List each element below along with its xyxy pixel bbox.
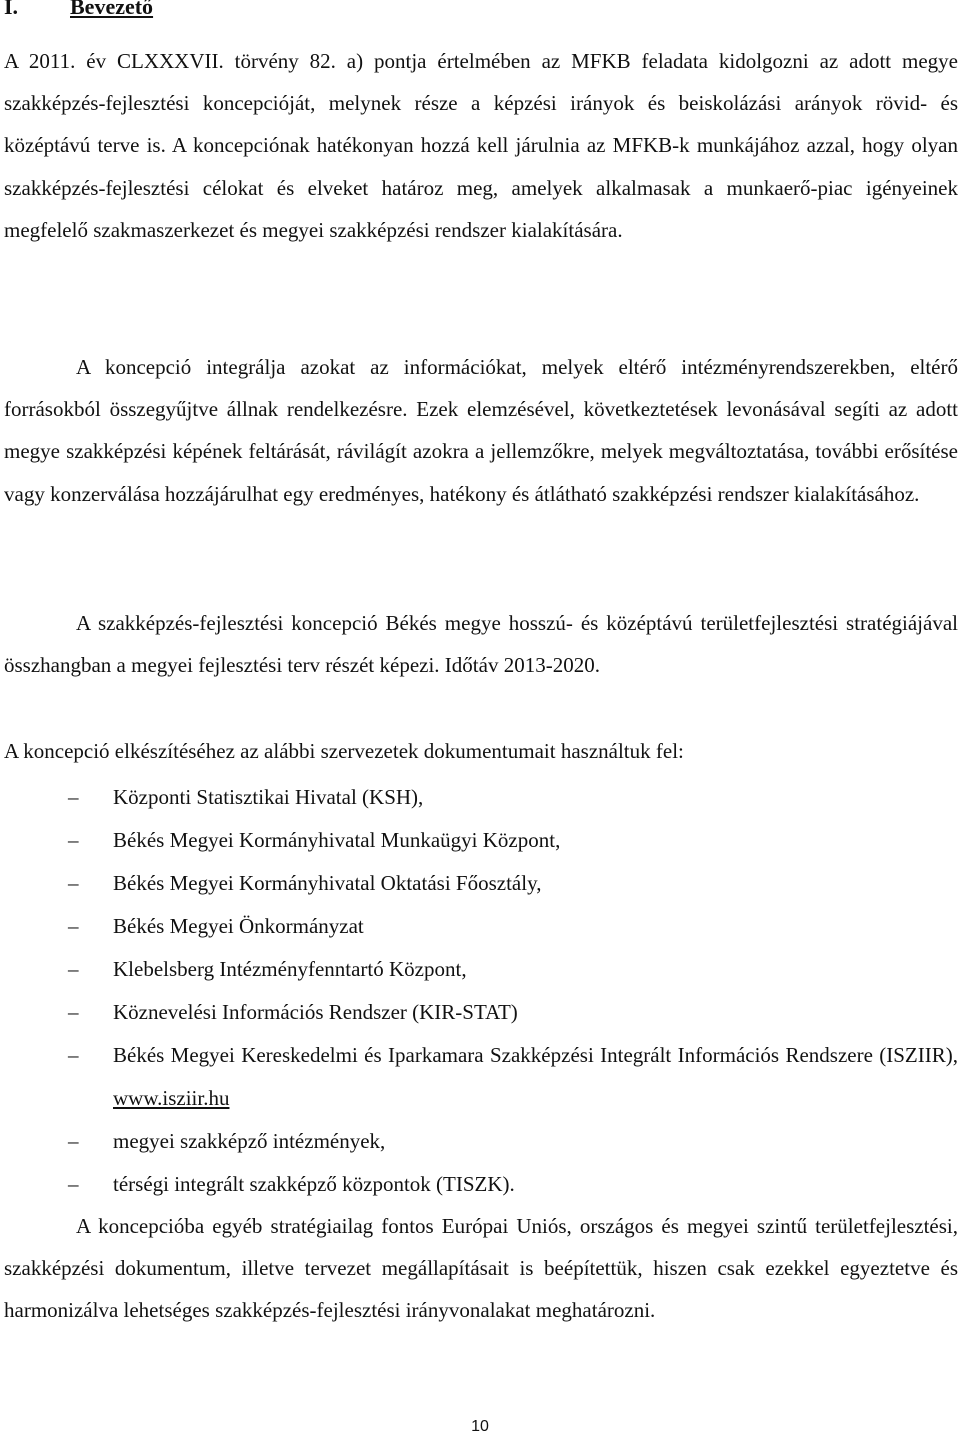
list-item: – megyei szakképző intézmények,	[0, 1120, 960, 1163]
list-item: – térségi integrált szakképző központok (TISZK).	[0, 1163, 960, 1206]
timeframe-paragraph: A szakképzés-fejlesztési koncepció Békés megye hosszú- és középtávú területfejlesztési stratégiájával összhangban a megyei fejlesztési terv részét képezi. Időtáv 2013-2020.	[4, 611, 958, 678]
list-item: – Békés Megyei Kereskedelmi és Iparkamara Szakképzési Integrált Információs Rendszere (ISZIIR), www.isziir.hu	[0, 1034, 960, 1120]
list-dash: –	[68, 1172, 79, 1196]
source-list	[0, 776, 960, 1206]
integration-paragraph: A koncepció integrálja azokat az információkat, melyek eltérő intézményrendszerekben, eltérő forrásokból összegyűjtve állnak rendelkezésre. Ezek elemzésével, következtetések levonásával segíti az adott megye szakképzési képének feltárását, rávilágít azokra a jellemzőkre, melyek megváltoztatása, további erősítése vagy konzerválása hozzájárulhat egy eredményes, hatékony és átlátható szakképzési rendszer kialakításához.	[4, 355, 958, 506]
list-item: – Békés Megyei Kormányhivatal Munkaügyi Központ,	[0, 819, 960, 862]
isziir-link[interactable]: www.isziir.hu	[113, 1086, 230, 1110]
list-dash: –	[68, 871, 79, 895]
list-dash: –	[68, 1129, 79, 1153]
sources-intro-paragraph: A koncepció elkészítéséhez az alábbi szervezetek dokumentumait használtuk fel:	[4, 739, 684, 763]
section-title: Bevezető	[70, 0, 154, 19]
page-number: 10	[471, 1418, 489, 1435]
list-dash: –	[68, 785, 79, 809]
list-item: – Köznevelési Információs Rendszer (KIR-STAT)	[0, 991, 960, 1034]
list-dash: –	[68, 1043, 79, 1067]
intro-paragraph: A 2011. év CLXXXVII. törvény 82. a) pontja értelmében az MFKB feladata kidolgozni az adott megye szakképzés-fejlesztési koncepcióját, melynek része a képzési irányok és beiskolázási arányok rövid- és középtávú terve is. A koncepciónak hatékonyan hozzá kell járulnia az MFKB-k munkájához azzal, hogy olyan szakképzés-fejlesztési célokat és elveket határoz meg, amelyek alkalmasak a munkaerő-piac igényeinek megfelelő szakmaszerkezet és megyei szakképzési rendszer kialakítására.	[4, 49, 958, 242]
list-item: – Békés Megyei Önkormányzat	[0, 905, 960, 948]
list-dash: –	[68, 914, 79, 938]
list-dash: –	[68, 1000, 79, 1024]
list-dash: –	[68, 828, 79, 852]
list-item: – Klebelsberg Intézményfenntartó Központ,	[0, 948, 960, 991]
list-item: – Központi Statisztikai Hivatal (KSH),	[0, 776, 960, 819]
section-heading	[4, 0, 153, 22]
list-dash: –	[68, 957, 79, 981]
section-number: I.	[4, 0, 19, 19]
list-item: – Békés Megyei Kormányhivatal Oktatási Főosztály,	[0, 862, 960, 905]
closing-paragraph: A koncepcióba egyéb stratégiailag fontos Európai Uniós, országos és megyei szintű területfejlesztési, szakképzési dokumentum, illetve tervezet megállapításait is beépítettük, hiszen csak ezekkel egyeztetve és harmonizálva lehetséges szakképzés-fejlesztési irányvonalakat meghatározni.	[4, 1214, 958, 1323]
